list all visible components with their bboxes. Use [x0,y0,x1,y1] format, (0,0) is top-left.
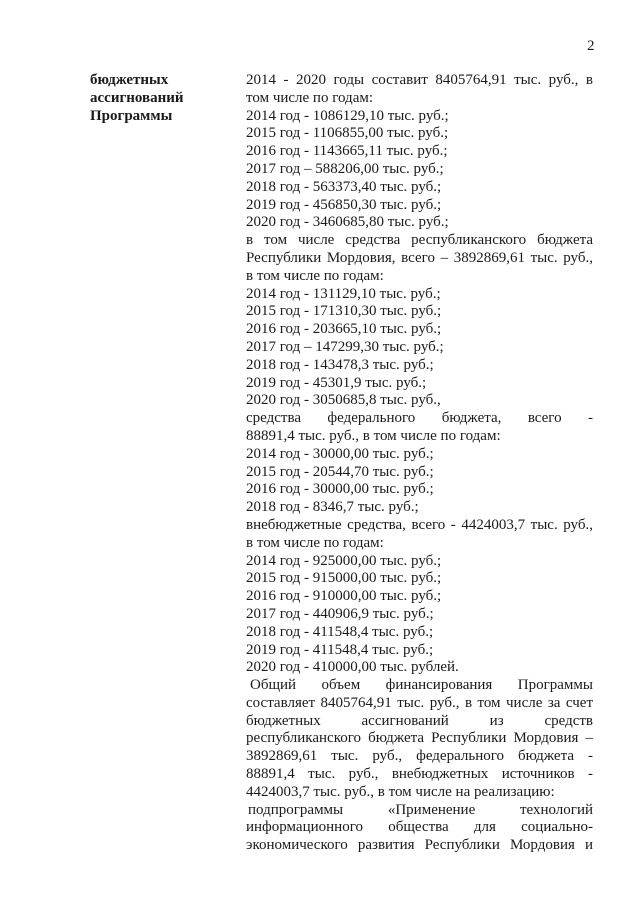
page-number: 2 [587,38,595,54]
text-line: 2014 год - 1086129,10 тыс. руб.; [246,107,449,124]
text-line: 88891,4 тыс. руб., в том числе по годам: [246,427,501,444]
text-line: информационного общества для социально- [246,819,593,836]
text-line: том числе по годам: [246,89,374,106]
row-label-line: бюджетных [90,72,169,88]
row-label-line: Программы [90,107,173,124]
text-line: 2020 год - 3050685,8 тыс. руб., [246,392,441,409]
text-line: 88891,4 тыс. руб., внебюджетных источников - [246,766,593,783]
text-line: 2016 год - 1143665,11 тыс. руб.; [246,143,448,160]
text-line: 2020 год - 410000,00 тыс. рублей. [246,659,459,676]
text-line: 2015 год - 1106855,00 тыс. руб.; [246,125,449,142]
text-line: 2015 год - 915000,00 тыс. руб.; [246,570,442,587]
text-line: 2017 год - 440906,9 тыс. руб.; [246,605,434,622]
text-line: 2019 год - 456850,30 тыс. руб.; [246,196,442,213]
text-line: 2018 год - 411548,4 тыс. руб.; [246,623,434,640]
text-line: 2016 год - 30000,00 тыс. руб.; [246,481,434,498]
financing-text [246,72,593,855]
text-line: 3892869,61 тыс. руб., федерального бюджета - [246,748,593,765]
text-line: в том числе средства республиканского бюджета [246,232,593,249]
text-line: 4424003,7 тыс. руб., в том числе на реализацию: [246,783,555,800]
text-line: Общий объем финансирования Программы [250,677,593,694]
text-line: 2018 год - 143478,3 тыс. руб.; [246,356,434,373]
text-line: 2017 год – 147299,30 тыс. руб.; [246,338,444,355]
text-line: внебюджетные средства, всего - 4424003,7 тыс. руб., [246,516,593,533]
text-line: 2016 год - 910000,00 тыс. руб.; [246,588,442,605]
text-line: подпрограммы «Применение технологий [248,801,593,818]
text-line: в том числе по годам: [246,267,384,284]
text-line: 2014 год - 925000,00 тыс. руб.; [246,552,442,569]
text-line: 2016 год - 203665,10 тыс. руб.; [246,321,442,338]
text-line: средства федерального бюджета, всего - [246,410,593,427]
text-line: 2018 год - 563373,40 тыс. руб.; [246,178,442,195]
text-line: Республики Мордовия, всего – 3892869,61 тыс. руб., [246,249,593,266]
text-line: бюджетных ассигнований из средств [246,712,593,729]
text-line: республиканского бюджета Республики Мордовия – [246,730,593,747]
text-line: 2018 год - 8346,7 тыс. руб.; [246,499,419,516]
text-line: составляет 8405764,91 тыс. руб., в том числе за счет [246,694,593,711]
text-line: 2017 год – 588206,00 тыс. руб.; [246,160,444,177]
text-line: экономического развития Республики Мордовия и [246,837,593,854]
text-line: 2014 год - 131129,10 тыс. руб.; [246,285,441,302]
text-line: 2015 год - 171310,30 тыс. руб.; [246,303,442,320]
text-line: 2019 год - 411548,4 тыс. руб.; [246,641,434,658]
row-label-line: ассигнований [90,89,184,106]
text-line: 2020 год - 3460685,80 тыс. руб.; [246,214,449,231]
text-line: 2014 - 2020 годы составит 8405764,91 тыс. руб., в [246,72,593,88]
text-line: 2019 год - 45301,9 тыс. руб.; [246,374,427,391]
row-label [90,72,230,125]
text-line: в том числе по годам: [246,534,384,551]
text-line: 2015 год - 20544,70 тыс. руб.; [246,463,434,480]
text-line: 2014 год - 30000,00 тыс. руб.; [246,445,434,462]
